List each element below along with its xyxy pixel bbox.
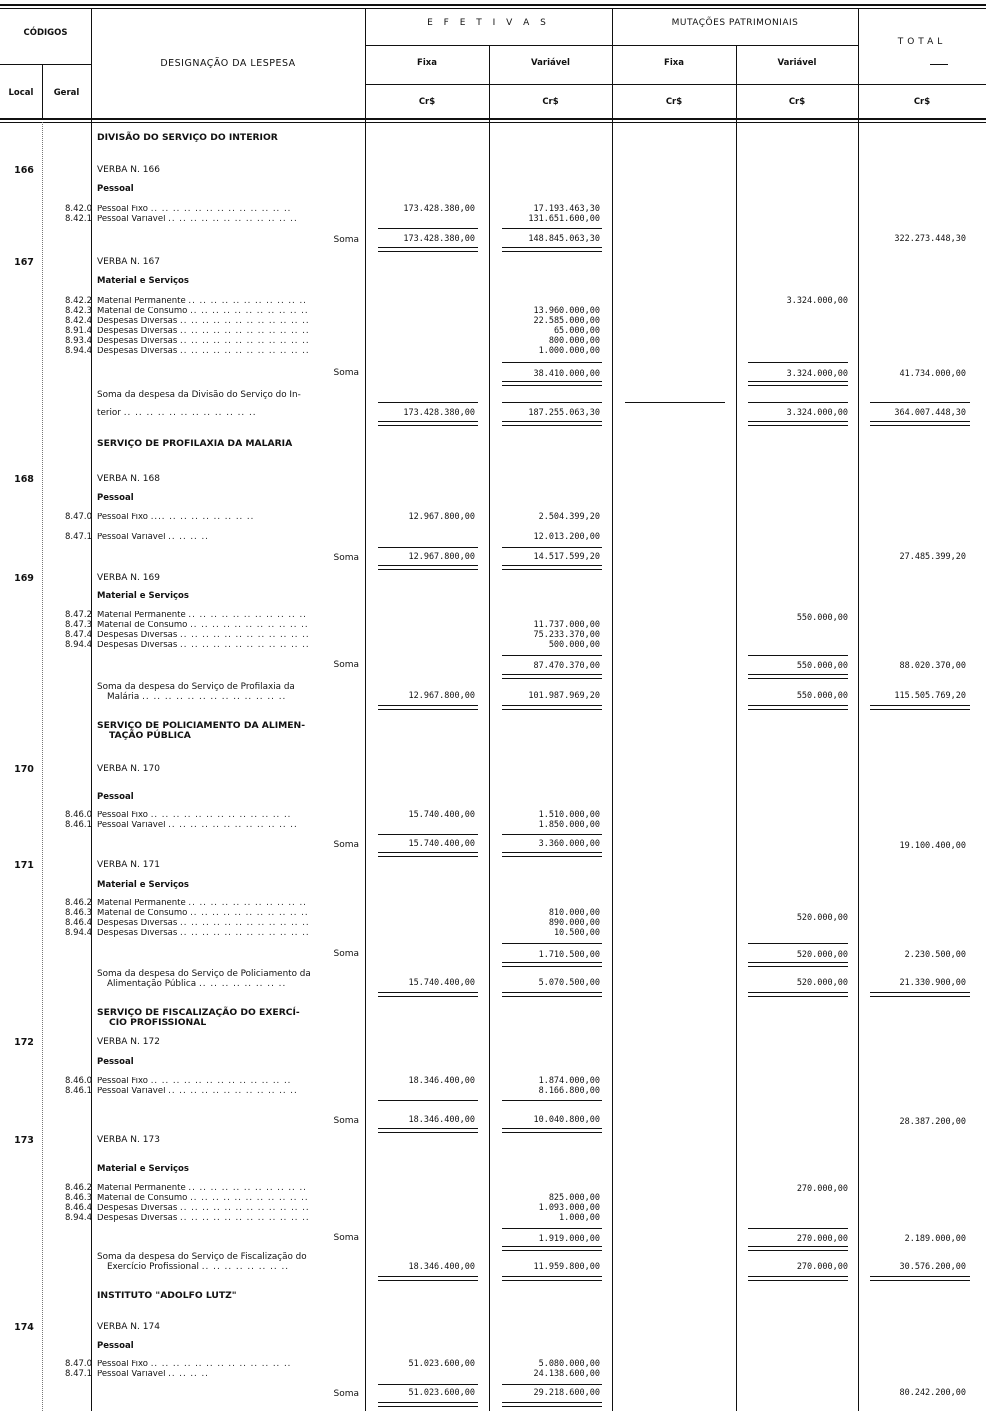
double-rule bbox=[748, 674, 848, 679]
rule bbox=[748, 402, 848, 403]
general-code: 8.91.4 bbox=[64, 326, 92, 336]
subheading-pessoal-170: Pessoal bbox=[97, 792, 134, 802]
value-variavel: 1.093.000,00 bbox=[538, 1203, 600, 1213]
rule bbox=[625, 402, 725, 403]
rule bbox=[502, 1100, 602, 1101]
value-variavel: 500.000,00 bbox=[548, 640, 600, 650]
soma-variavel: 148.845.063,30 bbox=[528, 234, 600, 244]
col-sep-fixa bbox=[489, 45, 490, 1411]
section-title-alimentacao: SERVIÇO DE POLICIAMENTO DA ALIMEN- TAÇÃO PÚBLICA bbox=[97, 720, 306, 741]
header-currency-2: Cr$ bbox=[542, 97, 559, 107]
expense-item: Material Permanente .. .. .. .. .. .. .. .. .. .. .. bbox=[97, 611, 307, 620]
header-bottom-rule bbox=[0, 118, 986, 120]
rule bbox=[502, 1228, 602, 1229]
general-code: 8.47.3 bbox=[64, 620, 92, 630]
value-variavel: 13.960.000,00 bbox=[533, 306, 600, 316]
value-variavel: 890.000,00 bbox=[548, 918, 600, 928]
general-code: 8.47.4 bbox=[64, 630, 92, 640]
soma-mut: 520.000,00 bbox=[796, 950, 848, 960]
rule bbox=[502, 943, 602, 944]
verba-174: VERBA N. 174 bbox=[97, 1322, 160, 1332]
double-rule bbox=[870, 421, 970, 426]
local-code-166: 166 bbox=[14, 165, 34, 176]
summary-fixa: 15.740.400,00 bbox=[408, 978, 475, 988]
expense-item: Despesas Diversas .. .. .. .. .. .. .. .. .. .. .. .. bbox=[97, 919, 310, 928]
general-code: 8.46.0 bbox=[64, 810, 92, 820]
value-mut-variavel: 550.000,00 bbox=[796, 613, 848, 623]
expense-item: Pessoal Variável .. .. .. .. bbox=[97, 1370, 209, 1379]
value-variavel: 1.000.000,00 bbox=[538, 346, 600, 356]
expense-item: Despesas Diversas .. .. .. .. .. .. .. .. .. .. .. .. bbox=[97, 337, 310, 346]
rule bbox=[870, 402, 970, 403]
local-code-167: 167 bbox=[14, 257, 34, 268]
total-dash bbox=[930, 64, 948, 65]
soma-label: Soma bbox=[333, 235, 359, 245]
local-code-170: 170 bbox=[14, 764, 34, 775]
double-rule bbox=[378, 705, 478, 710]
summary-alimentacao: Soma da despesa do Serviço de Policiamento da Alimentação Pública .. .. .. .. .. .. .. .. bbox=[97, 969, 311, 989]
soma-variavel: 1.710.500,00 bbox=[538, 950, 600, 960]
expense-item: Despesas Diversas .. .. .. .. .. .. .. .. .. .. .. .. bbox=[97, 347, 310, 356]
double-rule bbox=[870, 992, 970, 997]
general-code: 8.47.2 bbox=[64, 610, 92, 620]
rule bbox=[502, 228, 602, 229]
general-code: 8.42.1 bbox=[64, 214, 92, 224]
expense-item: Pessoal Fixo .... .. .. .. .. .. .. .. .. bbox=[97, 513, 255, 522]
header-total: TOTAL bbox=[897, 37, 947, 47]
expense-item: Pessoal Fixo .. .. .. .. .. .. .. .. .. .. .. .. .. bbox=[97, 1077, 292, 1086]
general-code: 8.47.0 bbox=[64, 1359, 92, 1369]
codigos-rule bbox=[0, 64, 91, 65]
general-code: 8.47.1 bbox=[64, 1369, 92, 1379]
expense-item: Despesas Diversas .. .. .. .. .. .. .. .. .. .. .. .. bbox=[97, 317, 310, 326]
soma-variavel: 14.517.599,20 bbox=[533, 552, 600, 562]
rule bbox=[502, 655, 602, 656]
expense-item: Material Permanente .. .. .. .. .. .. .. .. .. .. .. bbox=[97, 297, 307, 306]
value-variavel: 17.193.463,30 bbox=[533, 204, 600, 214]
local-code-168: 168 bbox=[14, 474, 34, 485]
general-code: 8.46.0 bbox=[64, 1076, 92, 1086]
general-code: 8.46.4 bbox=[64, 918, 92, 928]
double-rule bbox=[378, 565, 478, 570]
expense-item: Material de Consumo .. .. .. .. .. .. .. .. .. .. .. bbox=[97, 1194, 309, 1203]
total-value: 2.230.500,00 bbox=[904, 950, 966, 960]
rule bbox=[378, 834, 478, 835]
general-code: 8.42.3 bbox=[64, 306, 92, 316]
summary-variavel: 11.959.800,00 bbox=[533, 1262, 600, 1272]
verba-169: VERBA N. 169 bbox=[97, 573, 160, 583]
double-rule bbox=[378, 852, 478, 857]
expense-item: Material Permanente .. .. .. .. .. .. .. .. .. .. .. bbox=[97, 899, 307, 908]
general-code: 8.46.4 bbox=[64, 1203, 92, 1213]
soma-fixa: 173.428.380,00 bbox=[403, 234, 475, 244]
verba-170: VERBA N. 170 bbox=[97, 764, 160, 774]
double-rule bbox=[748, 381, 848, 386]
section-title-adolfo-lutz: INSTITUTO "ADOLFO LUTZ" bbox=[97, 1290, 237, 1301]
summary-mut: 550.000,00 bbox=[796, 691, 848, 701]
header-local: Local bbox=[8, 88, 34, 98]
double-rule bbox=[748, 421, 848, 426]
rule bbox=[748, 362, 848, 363]
verba-172: VERBA N. 172 bbox=[97, 1037, 160, 1047]
expense-item: Despesas Diversas .. .. .. .. .. .. .. .. .. .. .. .. bbox=[97, 1214, 310, 1223]
summary-mut: 270.000,00 bbox=[796, 1262, 848, 1272]
rule bbox=[378, 228, 478, 229]
general-code: 8.47.1 bbox=[64, 532, 92, 542]
double-rule bbox=[748, 1246, 848, 1251]
soma-variavel: 29.218.600,00 bbox=[533, 1388, 600, 1398]
header-codigos: CÓDIGOS bbox=[23, 28, 68, 38]
expense-item: Despesas Diversas .. .. .. .. .. .. .. .. .. .. .. .. bbox=[97, 327, 310, 336]
expense-item: Pessoal Variável .. .. .. .. .. .. .. .. .. .. .. .. bbox=[97, 1087, 298, 1096]
subheading-material-167: Material e Serviços bbox=[97, 276, 189, 286]
value-variavel: 10.500,00 bbox=[553, 928, 600, 938]
expense-item: Despesas Diversas .. .. .. .. .. .. .. .. .. .. .. .. bbox=[97, 641, 310, 650]
expense-item: Material Permanente .. .. .. .. .. .. .. .. .. .. .. bbox=[97, 1184, 307, 1193]
general-code: 8.94.4 bbox=[64, 346, 92, 356]
summary-fixa: 18.346.400,00 bbox=[408, 1262, 475, 1272]
expense-item: Material de Consumo .. .. .. .. .. .. .. .. .. .. .. bbox=[97, 909, 309, 918]
double-rule bbox=[502, 852, 602, 857]
value-variavel: 1.510.000,00 bbox=[538, 810, 600, 820]
verba-173: VERBA N. 173 bbox=[97, 1135, 160, 1145]
header-currency-4: Cr$ bbox=[788, 97, 806, 107]
group-rule bbox=[365, 45, 858, 46]
expense-item: Pessoal Variável .. .. .. .. bbox=[97, 533, 209, 542]
summary-mut: 520.000,00 bbox=[796, 978, 848, 988]
summary-fixa: 173.428.380,00 bbox=[403, 408, 475, 418]
local-code-174: 174 bbox=[14, 1322, 34, 1333]
summary-variavel: 5.070.500,00 bbox=[538, 978, 600, 988]
general-code: 8.46.1 bbox=[64, 820, 92, 830]
value-mut-variavel: 270.000,00 bbox=[796, 1184, 848, 1194]
col-sep-mut-fixa bbox=[736, 45, 737, 1411]
summary-fiscalizacao: Soma da despesa do Serviço de Fiscalização do Exercício Profissional .. .. .. .. .. .. .. .. bbox=[97, 1252, 307, 1272]
total-value: 322.273.448,30 bbox=[894, 234, 966, 244]
total-value: 41.734.000,00 bbox=[899, 369, 966, 379]
double-rule bbox=[502, 1276, 602, 1281]
double-rule bbox=[502, 565, 602, 570]
value-variavel: 825.000,00 bbox=[548, 1193, 600, 1203]
value-variavel: 1.000,00 bbox=[559, 1213, 600, 1223]
soma-variavel: 3.360.000,00 bbox=[538, 839, 600, 849]
double-rule bbox=[378, 421, 478, 426]
expense-item: Pessoal Fixo .. .. .. .. .. .. .. .. .. .. .. .. .. bbox=[97, 205, 292, 214]
general-code: 8.47.0 bbox=[64, 512, 92, 522]
value-fixa: 173.428.380,00 bbox=[403, 204, 475, 214]
soma-variavel: 10.040.800,00 bbox=[533, 1115, 600, 1125]
expense-item: Despesas Diversas .. .. .. .. .. .. .. .. .. .. .. .. bbox=[97, 1204, 310, 1213]
soma-variavel: 87.470.370,00 bbox=[533, 661, 600, 671]
subheader-rule bbox=[365, 84, 986, 85]
soma-label: Soma bbox=[333, 840, 359, 850]
rule bbox=[502, 402, 602, 403]
summary-mut: 3.324.000,00 bbox=[786, 408, 848, 418]
soma-label: Soma bbox=[333, 949, 359, 959]
general-code: 8.46.2 bbox=[64, 1183, 92, 1193]
double-rule bbox=[378, 992, 478, 997]
expense-item: Despesas Diversas .. .. .. .. .. .. .. .. .. .. .. .. bbox=[97, 929, 310, 938]
expense-item: Pessoal Variável .. .. .. .. .. .. .. .. .. .. .. .. bbox=[97, 821, 298, 830]
rule bbox=[502, 834, 602, 835]
value-variavel: 8.166.800,00 bbox=[538, 1086, 600, 1096]
general-code: 8.42.2 bbox=[64, 296, 92, 306]
total-value: 27.485.399,20 bbox=[899, 552, 966, 562]
header-fixa-efetivas: Fixa bbox=[417, 58, 437, 68]
subheading-material-169: Material e Serviços bbox=[97, 591, 189, 601]
header-currency-3: Cr$ bbox=[665, 97, 683, 107]
rule bbox=[378, 1100, 478, 1101]
top-rule-thin bbox=[0, 8, 986, 9]
expense-item: Pessoal Fixo .. .. .. .. .. .. .. .. .. .. .. .. .. bbox=[97, 811, 292, 820]
soma-label: Soma bbox=[333, 660, 359, 670]
double-rule bbox=[502, 705, 602, 710]
general-code: 8.94.4 bbox=[64, 928, 92, 938]
value-mut-variavel: 3.324.000,00 bbox=[786, 296, 848, 306]
soma-label: Soma bbox=[333, 1389, 359, 1399]
header-variavel-efetivas: Variável bbox=[531, 58, 570, 68]
col-sep-mutacoes bbox=[858, 8, 859, 1411]
header-geral: Geral bbox=[53, 88, 80, 98]
soma-mut: 270.000,00 bbox=[796, 1234, 848, 1244]
expense-item: Pessoal Variável .. .. .. .. .. .. .. .. .. .. .. .. bbox=[97, 215, 298, 224]
rule bbox=[748, 655, 848, 656]
soma-label: Soma bbox=[333, 368, 359, 378]
summary-total: 21.330.900,00 bbox=[899, 978, 966, 988]
value-fixa: 51.023.600,00 bbox=[408, 1359, 475, 1369]
double-rule bbox=[502, 381, 602, 386]
header-variavel-mutacoes: Variável bbox=[777, 58, 817, 68]
soma-label: Soma bbox=[333, 553, 359, 563]
summary-malaria: Soma da despesa do Serviço de Profilaxia da Malária .. .. .. .. .. .. .. .. .. .. .. .. .. bbox=[97, 682, 295, 702]
verba-167: VERBA N. 167 bbox=[97, 257, 160, 267]
verba-168: VERBA N. 168 bbox=[97, 474, 160, 484]
double-rule bbox=[502, 1402, 602, 1407]
value-variavel: 1.874.000,00 bbox=[538, 1076, 600, 1086]
rule bbox=[502, 1384, 602, 1385]
double-rule bbox=[502, 674, 602, 679]
double-rule bbox=[378, 1276, 478, 1281]
soma-variavel: 1.919.000,00 bbox=[538, 1234, 600, 1244]
double-rule bbox=[870, 705, 970, 710]
header-bottom-rule-thin bbox=[0, 122, 986, 123]
verba-171: VERBA N. 171 bbox=[97, 860, 160, 870]
section-title-fiscalizacao: SERVIÇO DE FISCALIZAÇÃO DO EXERCÍ- CIO PROFISSIONAL bbox=[97, 1007, 300, 1028]
col-sep-efetivas bbox=[612, 8, 613, 1411]
expense-item: Material de Consumo .. .. .. .. .. .. .. .. .. .. .. bbox=[97, 307, 309, 316]
local-code-173: 173 bbox=[14, 1135, 34, 1146]
general-code: 8.94.4 bbox=[64, 640, 92, 650]
general-code: 8.93.4 bbox=[64, 336, 92, 346]
double-rule bbox=[502, 247, 602, 252]
section-title-malaria: SERVIÇO DE PROFILAXIA DA MALARIA bbox=[97, 438, 293, 449]
rule bbox=[502, 547, 602, 548]
value-mut-variavel: 520.000,00 bbox=[796, 913, 848, 923]
subheading-pessoal-168: Pessoal bbox=[97, 493, 134, 503]
soma-mut: 3.324.000,00 bbox=[786, 369, 848, 379]
general-code: 8.46.3 bbox=[64, 1193, 92, 1203]
header-efetivas: E F E T I V A S bbox=[427, 18, 550, 28]
value-variavel: 12.013.200,00 bbox=[533, 532, 600, 542]
double-rule bbox=[748, 962, 848, 967]
summary-interior: Soma da despesa da Divisão do Serviço do In- terior .. .. .. .. .. .. .. .. .. .. .. .. bbox=[97, 390, 301, 418]
value-variavel: 810.000,00 bbox=[548, 908, 600, 918]
rule bbox=[748, 943, 848, 944]
subheading-material-173: Material e Serviços bbox=[97, 1164, 189, 1174]
expense-item: Despesas Diversas .. .. .. .. .. .. .. .. .. .. .. .. bbox=[97, 631, 310, 640]
general-code: 8.94.4 bbox=[64, 1213, 92, 1223]
double-rule bbox=[748, 705, 848, 710]
subheading-pessoal-174: Pessoal bbox=[97, 1341, 134, 1351]
double-rule bbox=[502, 992, 602, 997]
col-sep-designacao bbox=[365, 8, 366, 1411]
value-variavel: 2.504.399,20 bbox=[538, 512, 600, 522]
double-rule bbox=[502, 962, 602, 967]
subheading-pessoal-166: Pessoal bbox=[97, 184, 134, 194]
total-value: 2.189.000,00 bbox=[904, 1234, 966, 1244]
local-code-172: 172 bbox=[14, 1037, 34, 1048]
section-title-interior: DIVISÃO DO SERVIÇO DO INTERIOR bbox=[97, 132, 278, 143]
header-fixa-mutacoes: Fixa bbox=[664, 58, 684, 68]
double-rule bbox=[502, 1246, 602, 1251]
header-currency-1: Cr$ bbox=[418, 97, 436, 107]
total-value: 80.242.200,00 bbox=[899, 1388, 966, 1398]
summary-total: 364.007.448,30 bbox=[894, 408, 966, 418]
local-code-169: 169 bbox=[14, 573, 34, 584]
header-currency-5: Cr$ bbox=[913, 97, 931, 107]
rule bbox=[378, 402, 478, 403]
double-rule bbox=[378, 247, 478, 252]
double-rule bbox=[502, 1128, 602, 1133]
double-rule bbox=[870, 1276, 970, 1281]
soma-label: Soma bbox=[333, 1233, 359, 1243]
summary-variavel: 101.987.969,20 bbox=[528, 691, 600, 701]
double-rule bbox=[378, 1128, 478, 1133]
soma-fixa: 51.023.600,00 bbox=[408, 1388, 475, 1398]
verba-166: VERBA N. 166 bbox=[97, 165, 160, 175]
value-variavel: 65.000,00 bbox=[553, 326, 600, 336]
value-variavel: 800.000,00 bbox=[548, 336, 600, 346]
soma-fixa: 15.740.400,00 bbox=[408, 839, 475, 849]
general-code: 8.46.2 bbox=[64, 898, 92, 908]
double-rule bbox=[748, 992, 848, 997]
double-rule bbox=[378, 1402, 478, 1407]
total-value: 88.020.370,00 bbox=[899, 661, 966, 671]
rule bbox=[748, 1228, 848, 1229]
total-value: 28.387.200,00 bbox=[899, 1117, 966, 1127]
general-code: 8.46.1 bbox=[64, 1086, 92, 1096]
total-value: 19.100.400,00 bbox=[899, 841, 966, 851]
expense-item: Material de Consumo .. .. .. .. .. .. .. .. .. .. .. bbox=[97, 621, 309, 630]
value-variavel: 5.080.000,00 bbox=[538, 1359, 600, 1369]
summary-total: 115.505.769,20 bbox=[894, 691, 966, 701]
summary-fixa: 12.967.800,00 bbox=[408, 691, 475, 701]
rule bbox=[502, 362, 602, 363]
rule bbox=[378, 547, 478, 548]
soma-fixa: 18.346.400,00 bbox=[408, 1115, 475, 1125]
value-fixa: 18.346.400,00 bbox=[408, 1076, 475, 1086]
soma-mut: 550.000,00 bbox=[796, 661, 848, 671]
local-code-171: 171 bbox=[14, 860, 34, 871]
value-variavel: 1.850.000,00 bbox=[538, 820, 600, 830]
value-variavel: 75.233.370,00 bbox=[533, 630, 600, 640]
double-rule bbox=[502, 421, 602, 426]
summary-variavel: 187.255.063,30 bbox=[528, 408, 600, 418]
value-fixa: 12.967.800,00 bbox=[408, 512, 475, 522]
summary-total: 30.576.200,00 bbox=[899, 1262, 966, 1272]
expense-item: Pessoal Fixo .. .. .. .. .. .. .. .. .. .. .. .. .. bbox=[97, 1360, 292, 1369]
soma-label: Soma bbox=[333, 1116, 359, 1126]
top-rule bbox=[0, 4, 986, 6]
soma-fixa: 12.967.800,00 bbox=[408, 552, 475, 562]
value-fixa: 15.740.400,00 bbox=[408, 810, 475, 820]
subheading-pessoal-172: Pessoal bbox=[97, 1057, 134, 1067]
value-variavel: 11.737.000,00 bbox=[533, 620, 600, 630]
general-code: 8.46.3 bbox=[64, 908, 92, 918]
double-rule bbox=[748, 1276, 848, 1281]
rule bbox=[378, 1384, 478, 1385]
general-code: 8.42.0 bbox=[64, 204, 92, 214]
general-code: 8.42.4 bbox=[64, 316, 92, 326]
value-variavel: 131.651.600,00 bbox=[528, 214, 600, 224]
subheading-material-171: Material e Serviços bbox=[97, 880, 189, 890]
header-designacao: DESIGNAÇÃO DA LESPESA bbox=[160, 58, 296, 69]
header-mutacoes: MUTAÇÕES PATRIMONIAIS bbox=[671, 18, 799, 28]
value-variavel: 22.585.000,00 bbox=[533, 316, 600, 326]
soma-variavel: 38.410.000,00 bbox=[533, 369, 600, 379]
value-variavel: 24.138.600,00 bbox=[533, 1369, 600, 1379]
